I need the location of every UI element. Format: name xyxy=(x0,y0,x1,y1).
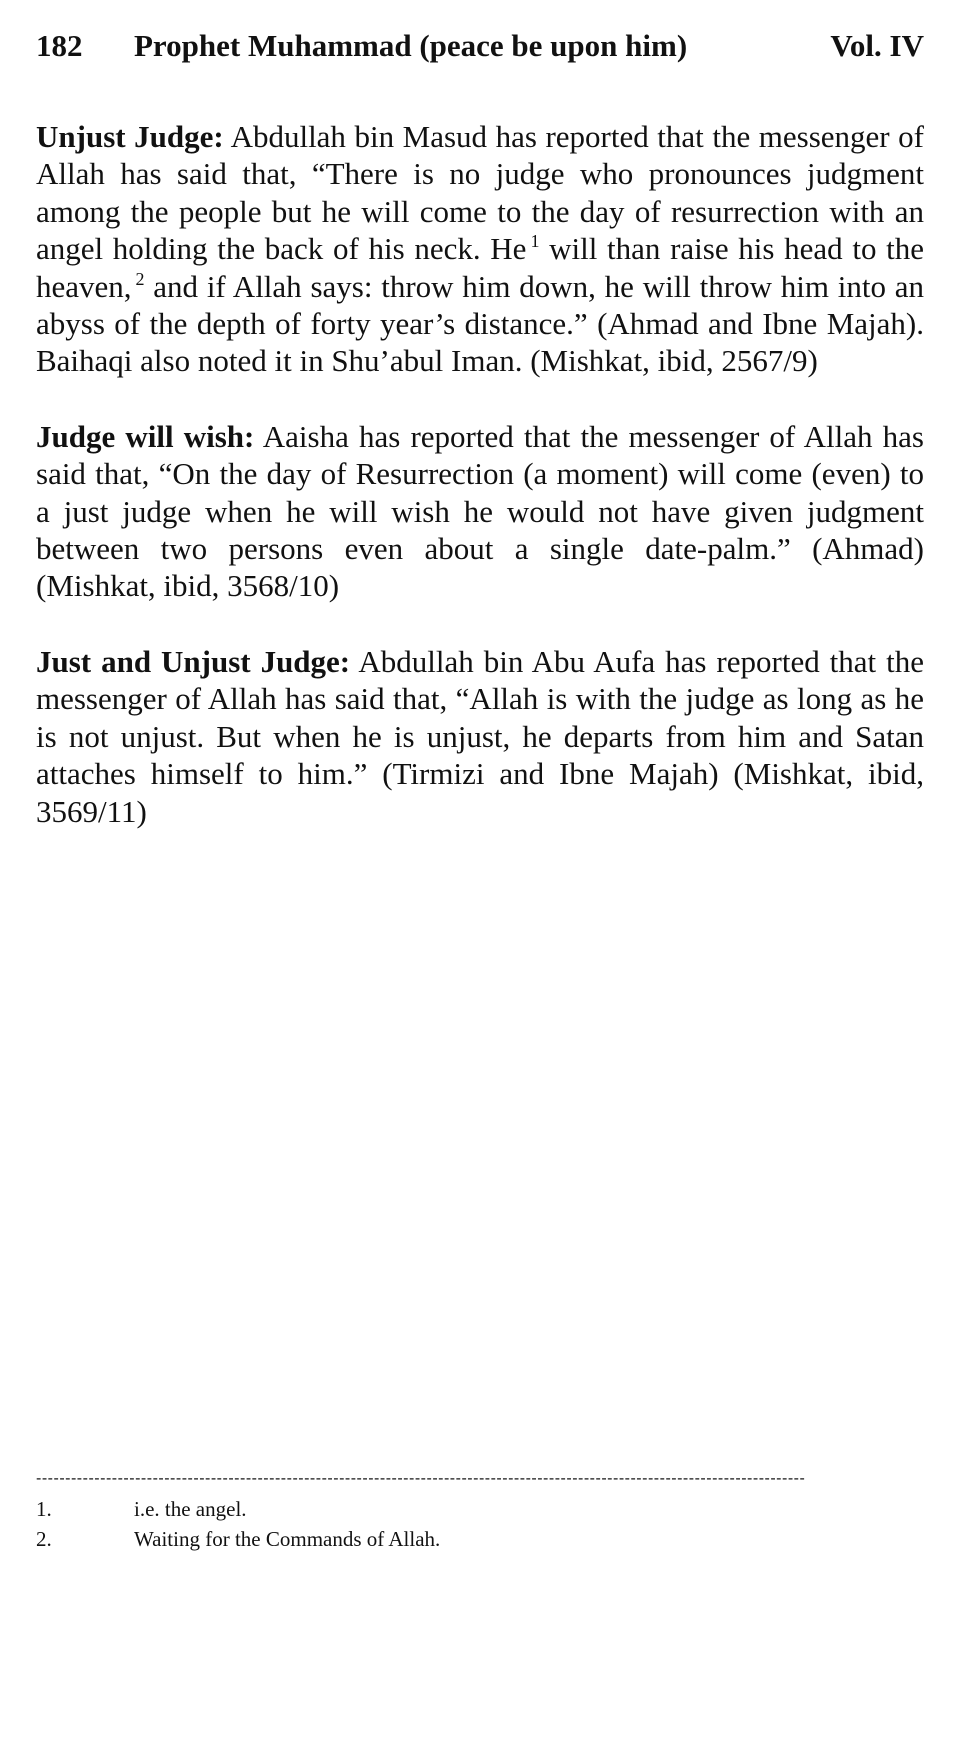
paragraph-heading: Unjust Judge: xyxy=(36,119,224,154)
paragraph-text: Abdullah bin Masud has reported that the messenger of Allah has said that, “There is no judge who pronounces judgment among the people but he will come to the day of resurrection with an angel holding the back of his neck. He xyxy=(36,119,924,267)
running-header xyxy=(36,26,924,66)
paragraph-judge-will-wish xyxy=(36,418,924,605)
footnote-ref-2[interactable]: 2 xyxy=(135,268,145,289)
paragraph-text: Aaisha has reported that the messenger of Allah has said that, “On the day of Resurrection (a moment) will come (even) to a just judge when he will wish he would not have given judgment between two persons even about a single date-palm.” (Ahmad) (Mishkat, ibid, 3568/10) xyxy=(36,418,924,604)
paragraph-text: and if Allah says: throw him down, he will throw him into an abyss of the depth of forty year’s distance.” (Ahmad and Ibne Majah). Baihaqi also noted it in Shu’abul Iman. (Mishkat, ibid, 2567/9) xyxy=(36,268,925,379)
footnote-item xyxy=(36,1524,924,1554)
volume-label: Vol. IV xyxy=(830,28,924,63)
paragraph-unjust-judge xyxy=(36,118,924,380)
footnote-ref-1[interactable]: 1 xyxy=(530,231,540,252)
paragraph-heading: Just and Unjust Judge: xyxy=(36,643,351,679)
book-page xyxy=(36,26,925,1551)
paragraph-text: Abdullah bin Abu Aufa has reported that the messenger of Allah has said that, “Allah is with the judge as long as he is not unjust. But when he is unjust, he departs from him and Satan attaches himself to him.” (Tirmizi and Ibne Majah) (Mishkat, ibid, 3569/11) xyxy=(36,643,924,829)
footnote-item xyxy=(36,1494,924,1524)
paragraph-text: will than raise his head to the heaven, xyxy=(36,231,925,304)
paragraph-heading: Judge will wish: xyxy=(36,418,255,454)
footnote-number: 2. xyxy=(36,1527,52,1551)
footnote-text: Waiting for the Commands of Allah. xyxy=(134,1527,441,1551)
page-number: 182 xyxy=(36,28,83,63)
footnote-number: 1. xyxy=(36,1497,52,1521)
paragraph-just-and-unjust-judge xyxy=(36,643,924,830)
footnote-text: i.e. the angel. xyxy=(134,1497,247,1521)
footnote-separator: ------------------------------------------------------------------------------------------------------------------------------------ xyxy=(36,1470,806,1487)
book-title: Prophet Muhammad (peace be upon him) xyxy=(134,28,688,63)
footnotes xyxy=(36,1494,924,1554)
